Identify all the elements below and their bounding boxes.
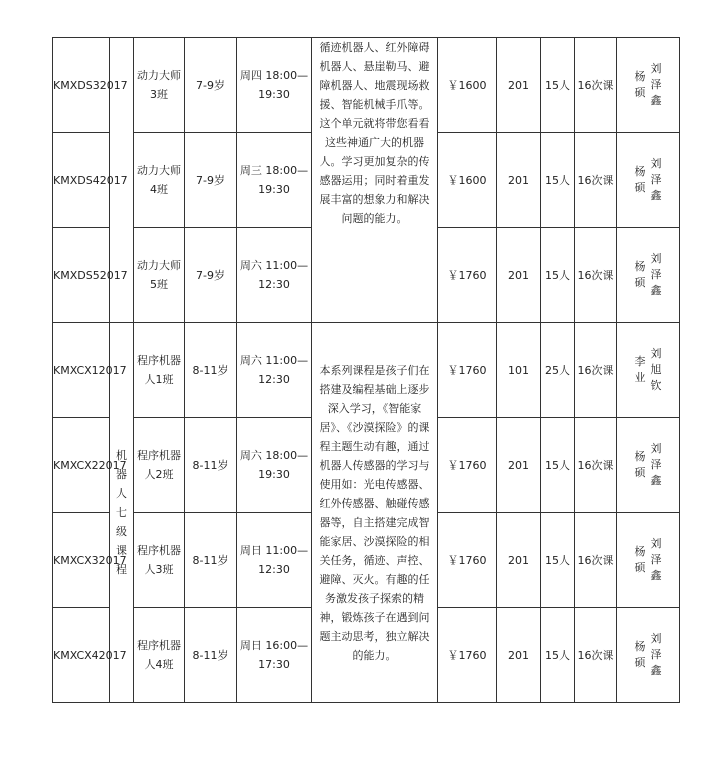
age-range-cell: 7-9岁 [185,228,237,323]
age-range-cell: 8-11岁 [185,323,237,418]
table-row [53,323,680,418]
class-code-cell: KMXCX22017 [53,418,110,513]
teacher-name: 杨硕 [634,640,646,669]
teachers-cell [617,323,680,418]
class-time-cell: 周四 18:00—19:30 [237,38,312,133]
age-range-cell: 8-11岁 [185,608,237,703]
course-schedule-table [52,37,680,703]
class-time-cell: 周六 11:00—12:30 [237,323,312,418]
age-range-cell: 7-9岁 [185,38,237,133]
course-name-cell: 程序机器人4班 [134,608,185,703]
age-range-cell: 8-11岁 [185,418,237,513]
course-name-cell: 程序机器人3班 [134,513,185,608]
teacher-name: 刘泽鑫 [650,537,662,582]
teacher-name: 刘泽鑫 [650,252,662,297]
class-time-cell: 周日 11:00—12:30 [237,513,312,608]
room-cell: 201 [497,418,541,513]
capacity-cell: 15人 [541,418,575,513]
teacher-name: 刘泽鑫 [650,62,662,107]
teacher-name: 李业 [634,355,646,384]
class-code-cell: KMXDS52017 [53,228,110,323]
age-range-cell: 8-11岁 [185,513,237,608]
class-time-cell: 周三 18:00—19:30 [237,133,312,228]
price-cell: ￥1600 [438,38,497,133]
class-code-cell: KMXCX12017 [53,323,110,418]
room-cell: 201 [497,38,541,133]
teacher-name: 杨硕 [634,450,646,479]
teachers-cell [617,38,680,133]
capacity-cell: 15人 [541,133,575,228]
teacher-name: 杨硕 [634,165,646,194]
class-time-cell: 周六 11:00—12:30 [237,228,312,323]
class-code-cell: KMXCX32017 [53,513,110,608]
lesson-count-cell: 16次课 [575,608,617,703]
teacher-name: 刘泽鑫 [650,632,662,677]
lesson-count-cell: 16次课 [575,133,617,228]
series-label-cell [110,323,134,703]
lesson-count-cell: 16次课 [575,513,617,608]
series-label: 机器人七级课程 [116,449,127,576]
course-description-cell: 本系列课程是孩子们在搭建及编程基础上逐步深入学习，《智能家居》、《沙漠探险》的课程主题生动有趣，通过机器人传感器的学习与使用如：光电传感器、红外传感器、触碰传感器等，自主搭建完成智能家居、沙漠探险的相关任务，循迹、声控、避障、灭火。有趣的任务激发孩子探索的精神，锻炼孩子在遇到问题主动思考，独立解决的能力。 [312,323,438,703]
capacity-cell: 15人 [541,608,575,703]
teachers-cell [617,418,680,513]
class-time-cell: 周六 18:00—19:30 [237,418,312,513]
teacher-name: 杨硕 [634,260,646,289]
teachers-cell [617,228,680,323]
price-cell: ￥1760 [438,228,497,323]
price-cell: ￥1760 [438,323,497,418]
course-name-cell: 动力大师5班 [134,228,185,323]
class-code-cell: KMXCX42017 [53,608,110,703]
teachers-cell [617,608,680,703]
price-cell: ￥1600 [438,133,497,228]
room-cell: 201 [497,133,541,228]
lesson-count-cell: 16次课 [575,228,617,323]
room-cell: 201 [497,608,541,703]
price-cell: ￥1760 [438,418,497,513]
lesson-count-cell: 16次课 [575,38,617,133]
class-time-cell: 周日 16:00—17:30 [237,608,312,703]
table-row [53,38,680,133]
teachers-cell [617,513,680,608]
teachers-cell [617,133,680,228]
teacher-name: 杨硕 [634,70,646,99]
price-cell: ￥1760 [438,608,497,703]
teacher-name: 杨硕 [634,545,646,574]
capacity-cell: 15人 [541,228,575,323]
course-description-cell: 循迹机器人、红外障碍机器人、悬崖勒马、避障机器人、地震现场救援、智能机械手爪等。这个单元就将带您看看这些神通广大的机器人。学习更加复杂的传感器运用；同时着重发展丰富的想象力和解决问题的能力。 [312,38,438,323]
lesson-count-cell: 16次课 [575,418,617,513]
course-name-cell: 程序机器人1班 [134,323,185,418]
price-cell: ￥1760 [438,513,497,608]
lesson-count-cell: 16次课 [575,323,617,418]
room-cell: 201 [497,513,541,608]
teacher-name: 刘旭钦 [650,347,662,392]
course-name-cell: 动力大师3班 [134,38,185,133]
capacity-cell: 15人 [541,38,575,133]
age-range-cell: 7-9岁 [185,133,237,228]
class-code-cell: KMXDS32017 [53,38,110,133]
capacity-cell: 15人 [541,513,575,608]
class-code-cell: KMXDS42017 [53,133,110,228]
room-cell: 101 [497,323,541,418]
room-cell: 201 [497,228,541,323]
course-name-cell: 程序机器人2班 [134,418,185,513]
capacity-cell: 25人 [541,323,575,418]
course-name-cell: 动力大师4班 [134,133,185,228]
teacher-name: 刘泽鑫 [650,442,662,487]
teacher-name: 刘泽鑫 [650,157,662,202]
